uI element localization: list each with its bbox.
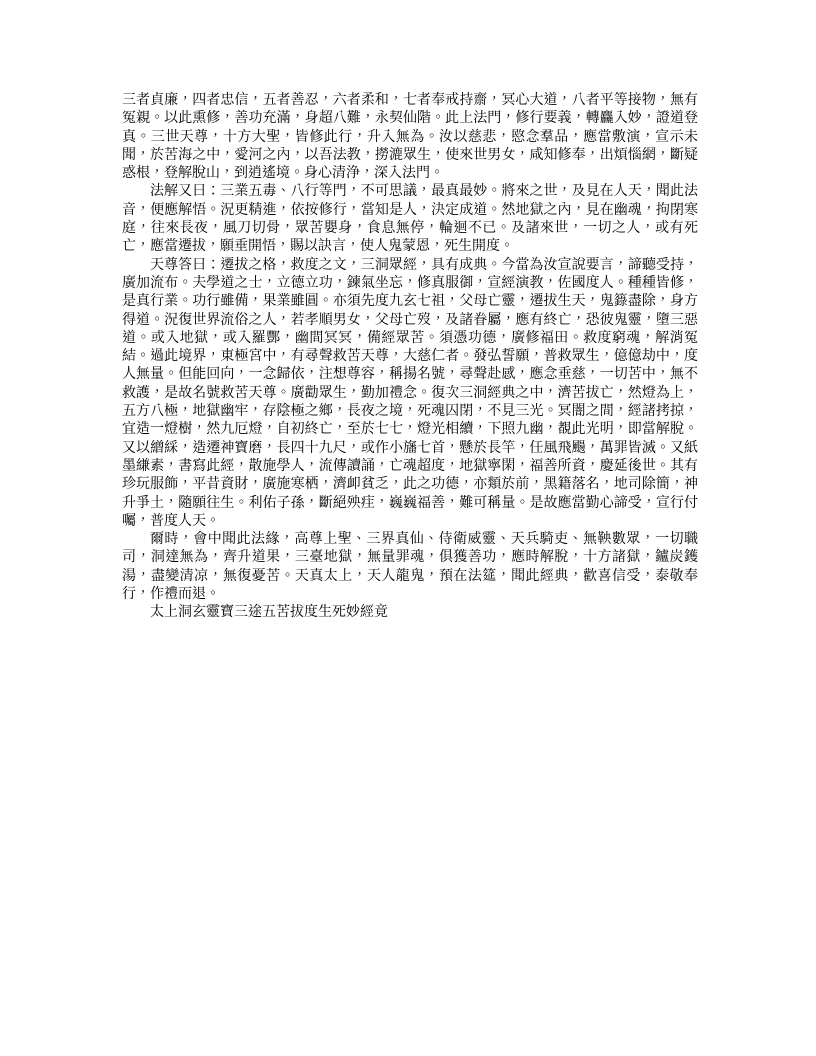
paragraph-continuation: 三者貞廉，四者忠信，五者善忍，六者柔和，七者奉戒持齋，冥心大道，八者平等接物，無有冤親。以此熏修，善功充滿，身超八難，永契仙階。此上法門，修行要義，轉麤入妙，證道登真。三世天尊，十方大聖，皆修此行，升入無為。汝以慈悲，愍念羣品，應當敷演，宣示未聞，於苦海之中，愛河之內，以吾法教，撈漉眾生，使來世男女，咸知修奉，出煩惱網，斷疑惑根，登解脫山，到逍遙境。身心清浄，深入法門。 [122, 93, 698, 182]
scripture-text-block [122, 92, 698, 623]
paragraph-ershi-closing: 爾時，會中聞此法緣，高尊上聖、三界真仙、侍衛威靈、天兵騎吏、無鞅數眾，一切職司，洞達無為，齊升道果，三臺地獄，無量罪魂，俱獲善功，應時解脫，十方諸獄，鑪炭鑊湯，盡變清凉，無復憂苦。天真太上，天人龍鬼，預在法筵，聞此經典，歡喜信受，泰敬奉行，作禮而退。 [122, 532, 698, 603]
paragraph-fajie-section: 法解又曰：三業五毒、八行等門，不可思議，最真最妙。將來之世，及見在人天，聞此法音，便應解悟。況更精進，依按修行，當知是人，決定成道。然地獄之內，見在幽魂，拘閉寒庭，往來長夜，風刀切骨，眾苦嬰身，食息無停，輪迴不已。及諸來世，一切之人，或有死亡，應當遷拔，願垂開悟，賜以訣言，使人鬼蒙恩，死生開度。 [122, 184, 698, 255]
scripture-end-title: 太上洞玄靈寶三途五苦拔度生死妙經竟 [150, 605, 388, 621]
paragraph-tianzun-answer: 天尊答曰：遷拔之格，救度之文，三洞眾經，具有成典。今當為汝宣說要言，諦聽受持，廣加流布。夫學道之士，立德立功，鍊氣坐忘，修真服御，宣經演教，佐國度人。種種皆修，是真行業。功行雖備，果業雖圓。亦須先度九玄七祖，父母亡靈，遷拔生天，鬼籙盡除，身方得道。況復世界流俗之人，若孝順男女，父母亡歿，及諸眷屬，應有終亡，恐彼鬼靈，墮三惡道。或入地獄，或入羅酆，幽間冥冥，備經眾苦。須憑功德，廣修福田。救度窮魂，解消冤結。過此境界，東極宮中，有尋聲救苦天尊，大慈仁者。發弘誓願，普救眾生，億億劫中，度人無量。但能回向，一念歸依，注想尊容，稱揚名號，尋聲赴感，應念垂慈，一切苦中，無不救護，是故名號救苦天尊。廣勸眾生，勤加禮念。復次三洞經典之中，濟苦拔亡，然燈為上，五方八極，地獄幽牢，存陰極之鄉，長夜之境，死魂囚閉，不見三光。冥闇之間，經諸拷掠，宜造一燈樹，然九厄燈，自初終亡，至於七七，燈光相續，下照九幽，覩此光明，即當解脫。又以繒綵，造遷神寶磨，長四十九尺，或作小旛七首，懸於長竿，任風飛颺，萬罪皆滅。又紙墨縑素，書寫此經，散施學人，流傳讀誦，亡魂超度，地獄寧閑，福善所資，慶延後世。其有珍玩服飾，平昔資財，廣施寒栖，濟卹貧乏，此之功德，亦類於前，黑籍落名，地司除簡，神升爭土，隨願往生。利佑子孫，斷絕殃疰，巍巍福善，難可稱量。是故應當勤心諦受，宣行付囑，普度人天。 [122, 257, 698, 529]
